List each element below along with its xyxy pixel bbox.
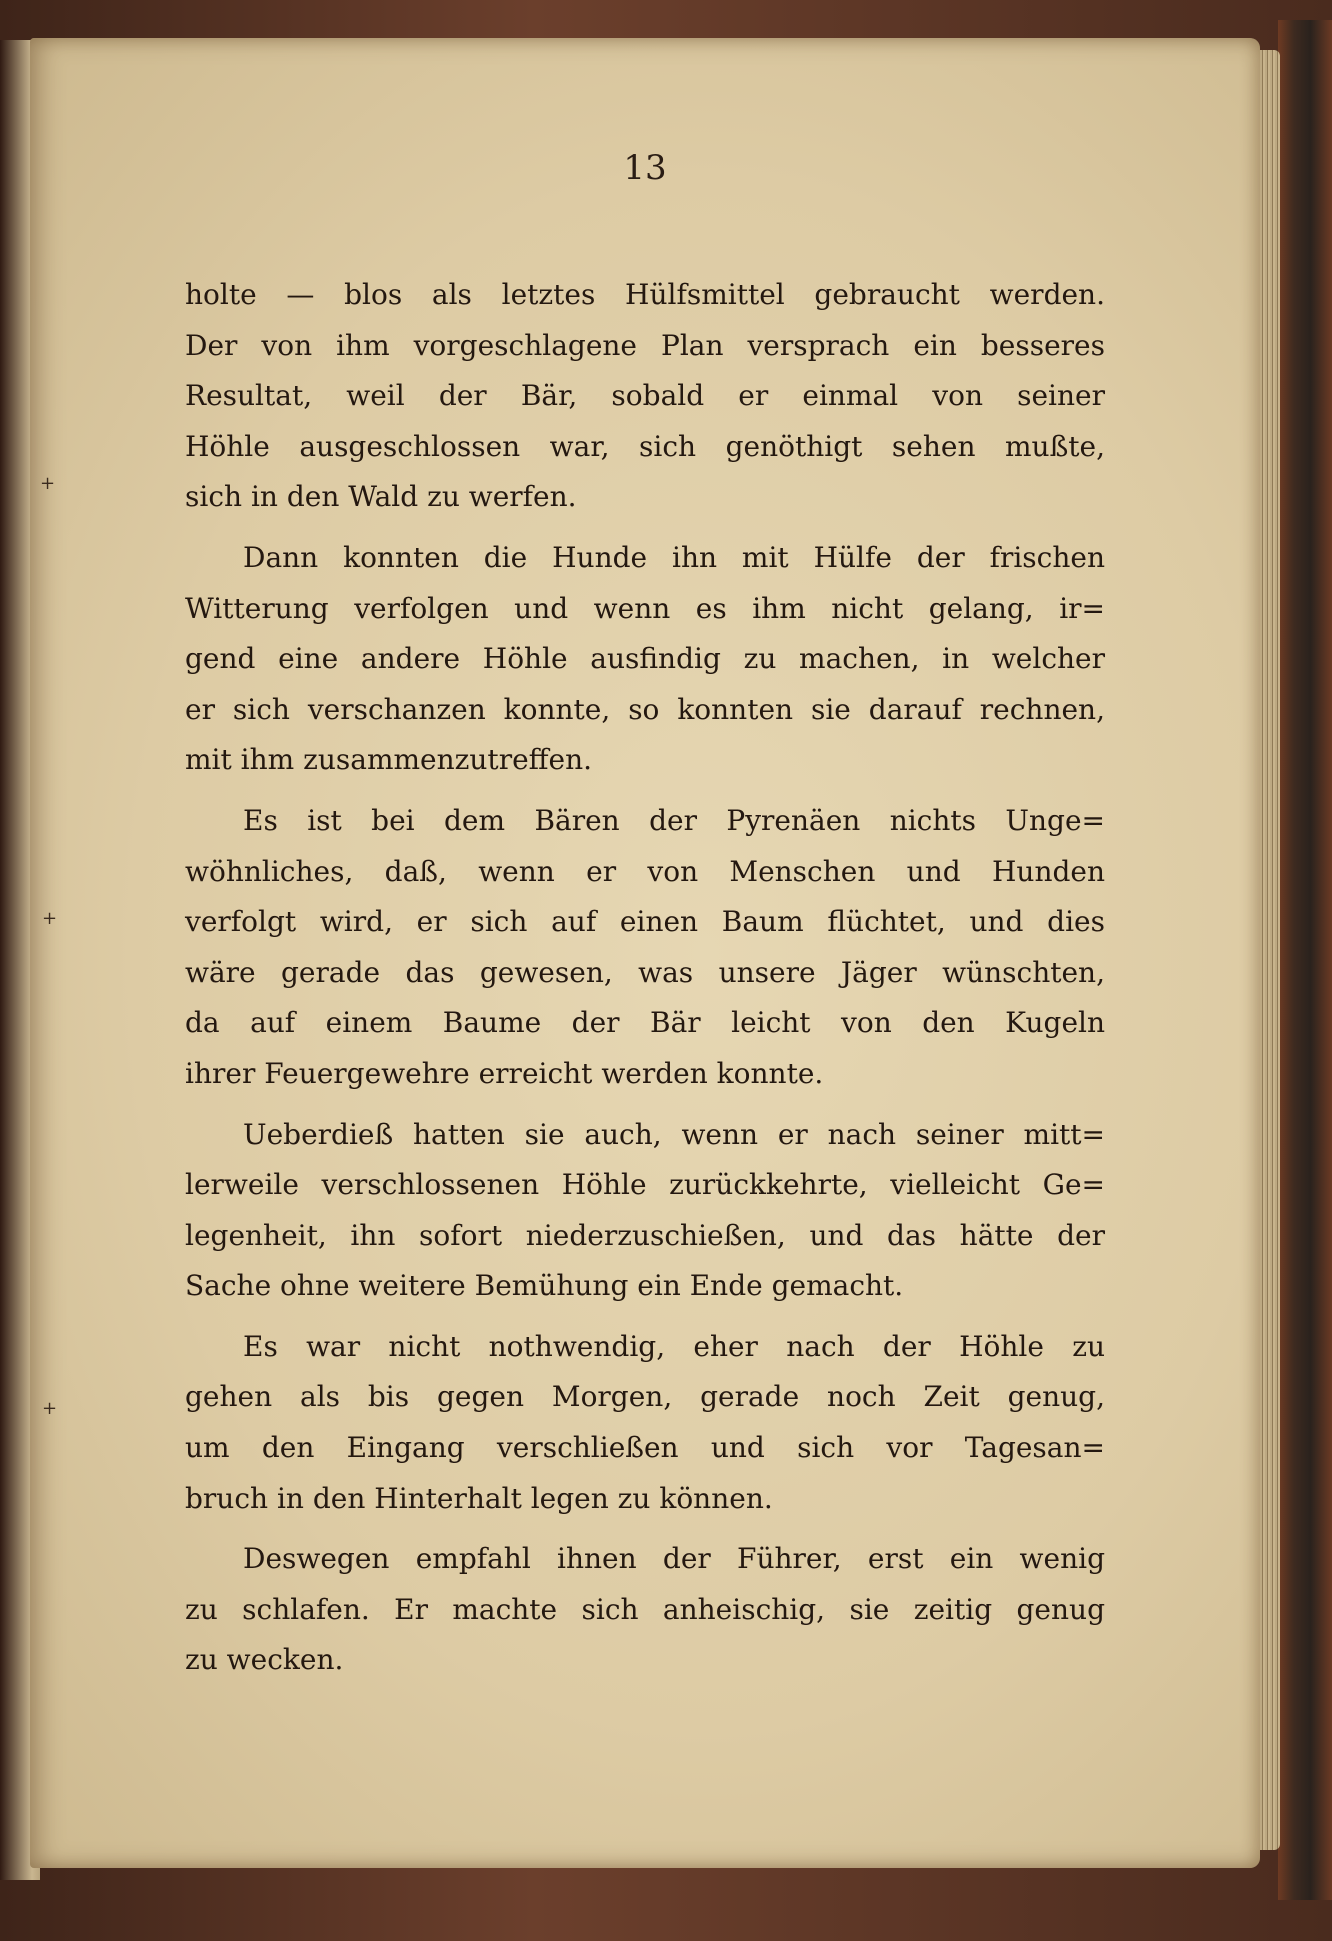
text-line: Ueberdieß hatten sie auch, wenn er nach seiner mitt= [243,1117,1105,1151]
text-line: Der von ihm vorgeschlagene Plan versprach ein besseres [185,328,1105,362]
text-line: legenheit, ihn sofort niederzuschießen, und das hätte der [185,1218,1105,1252]
text-line: wöhnliches, daß, wenn er von Menschen und Hunden [185,854,1105,888]
book-cover-edge [1278,20,1332,1900]
text-line: Resultat, weil der Bär, sobald er einmal von seiner [185,379,1105,413]
margin-mark: + [40,473,56,494]
text-line: Sache ohne weitere Bemühung ein Ende gemacht. [185,1269,904,1303]
paragraph [185,1322,1105,1524]
body-text [185,270,1105,1686]
text-line: um den Eingang verschließen und sich vor Tagesan= [185,1431,1105,1465]
text-line: verfolgt wird, er sich auf einen Baum flüchtet, und dies [185,905,1105,939]
paragraph [185,1110,1105,1312]
text-line: gehen als bis gegen Morgen, gerade noch Zeit genug, [185,1380,1105,1414]
text-line: mit ihm zusammenzutreffen. [185,743,593,777]
text-line: zu wecken. [185,1643,344,1677]
text-line: wäre gerade das gewesen, was unsere Jäger wünschten, [185,955,1105,989]
text-line: Witterung verfolgen und wenn es ihm nicht gelang, ir= [185,591,1105,625]
text-line: bruch in den Hinterhalt legen zu können. [185,1481,773,1515]
book-page [30,38,1260,1868]
text-line: da auf einem Baume der Bär leicht von den Kugeln [185,1006,1105,1040]
paragraph [185,533,1105,786]
text-line: zu schlafen. Er machte sich anheischig, sie zeitig genug [185,1592,1105,1626]
text-line: Höhle ausgeschlossen war, sich genöthigt sehen mußte, [185,429,1105,463]
text-line: holte — blos als letztes Hülfsmittel gebraucht werden. [185,278,1105,311]
margin-mark: + [42,1398,58,1419]
text-line: Dann konnten die Hunde ihn mit Hülfe der frischen [243,540,1105,574]
page-number: 13 [623,148,667,188]
text-line: Deswegen empfahl ihnen der Führer, erst ein wenig [243,1542,1105,1576]
text-line: er sich verschanzen konnte, so konnten sie darauf rechnen, [185,692,1105,726]
paragraph [185,1534,1105,1686]
text-line: sich in den Wald zu werfen. [185,480,577,514]
text-line: Es ist bei dem Bären der Pyrenäen nichts Unge= [243,803,1105,837]
paragraph [185,270,1105,523]
text-line: ihrer Feuergewehre erreicht werden konnte. [185,1056,824,1090]
text-line: lerweile verschlossenen Höhle zurückkehrte, vielleicht Ge= [185,1168,1105,1202]
margin-mark: + [42,908,58,929]
paragraph [185,796,1105,1100]
text-line: Es war nicht nothwendig, eher nach der Höhle zu [243,1329,1105,1363]
text-line: gend eine andere Höhle ausfindig zu machen, in welcher [185,642,1105,676]
